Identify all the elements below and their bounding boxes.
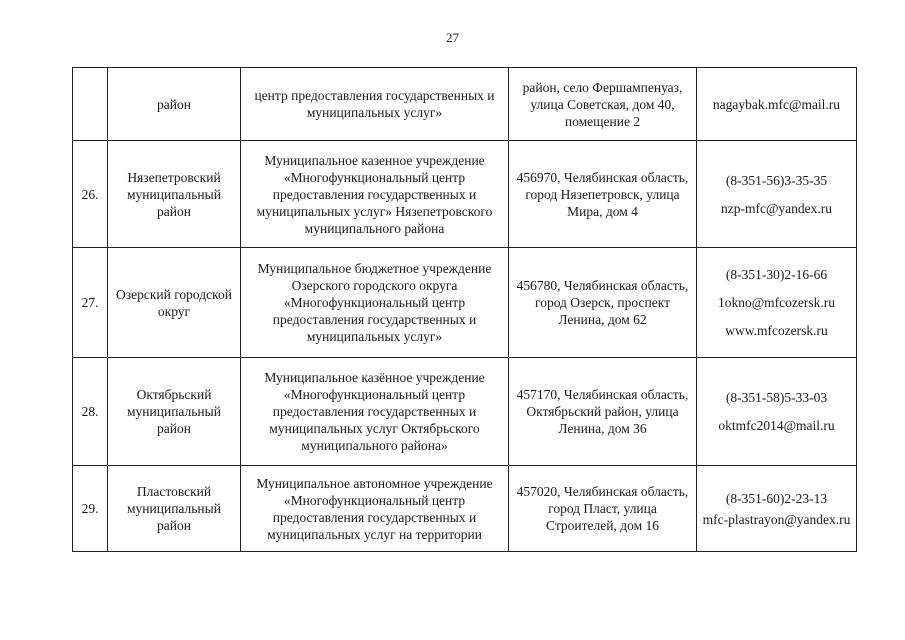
region-cell: район xyxy=(108,68,241,141)
address-cell: 456970, Челябинская область, город Нязепетровск, улица Мира, дом 4 xyxy=(509,141,697,248)
row-number: 29. xyxy=(73,466,108,552)
mfc-table xyxy=(72,67,857,552)
organization-cell: Муниципальное бюджетное учреждение Озерского городского округа «Многофункциональный центр предоставления государственных и муниципальных услуг» xyxy=(241,248,509,358)
phone-text: (8-351-60)2-23-13 xyxy=(725,490,828,506)
organization-cell: Муниципальное казенное учреждение «Многофункциональный центр предоставления государственных и муниципальных услуг» Нязепетровского муниципального района xyxy=(241,141,509,248)
organization-cell: Муниципальное казённое учреждение «Многофункциональный центр предоставления государственных и муниципальных услуг Октябрьского муниципального района» xyxy=(241,358,509,466)
phone-text: (8-351-58)5-33-03 xyxy=(725,390,828,405)
table-row xyxy=(73,358,857,466)
contacts-cell xyxy=(697,466,857,552)
email-text: oktmfc2014@mail.ru xyxy=(718,418,835,433)
table-row xyxy=(73,68,857,141)
organization-cell: Муниципальное автономное учреждение «Многофункциональный центр предоставления государственных и муниципальных услуг на территории xyxy=(241,466,509,552)
phone-text: (8-351-30)2-16-66 xyxy=(725,267,828,282)
region-cell: Пластовский муниципальный район xyxy=(108,466,241,552)
address-cell: 457170, Челябинская область, Октябрьский район, улица Ленина, дом 36 xyxy=(509,358,697,466)
contacts-cell xyxy=(697,141,857,248)
row-number: 27. xyxy=(73,248,108,358)
row-number: 28. xyxy=(73,358,108,466)
organization-cell: центр предоставления государственных и муниципальных услуг» xyxy=(241,68,509,141)
contacts-cell xyxy=(697,358,857,466)
address-cell: 457020, Челябинская область, город Пласт, улица Строителей, дом 16 xyxy=(509,466,697,552)
address-cell: 456780, Челябинская область, город Озерск, проспект Ленина, дом 62 xyxy=(509,248,697,358)
email-text: nagaybak.mfc@mail.ru xyxy=(712,96,841,112)
table-row xyxy=(73,466,857,552)
phone-text: (8-351-56)3-35-35 xyxy=(725,172,828,188)
page-number: 27 xyxy=(446,30,459,45)
email-text: nzp-mfc@yandex.ru xyxy=(720,200,832,216)
email-text: 1okno@mfcozersk.ru xyxy=(717,295,836,310)
region-cell: Озерский городской округ xyxy=(108,248,241,358)
row-number xyxy=(73,68,108,141)
address-cell: район, село Фершампенуаз, улица Советская, дом 40, помещение 2 xyxy=(509,68,697,141)
region-cell: Октябрьский муниципальный район xyxy=(108,358,241,466)
website-text: www.mfcozersk.ru xyxy=(725,323,828,338)
region-cell: Нязепетровский муниципальный район xyxy=(108,141,241,248)
contacts-cell xyxy=(697,68,857,141)
contacts-cell xyxy=(697,248,857,358)
row-number: 26. xyxy=(73,141,108,248)
email-text: mfc-plastrayon@yandex.ru xyxy=(702,511,851,527)
table-row xyxy=(73,141,857,248)
table-row xyxy=(73,248,857,358)
